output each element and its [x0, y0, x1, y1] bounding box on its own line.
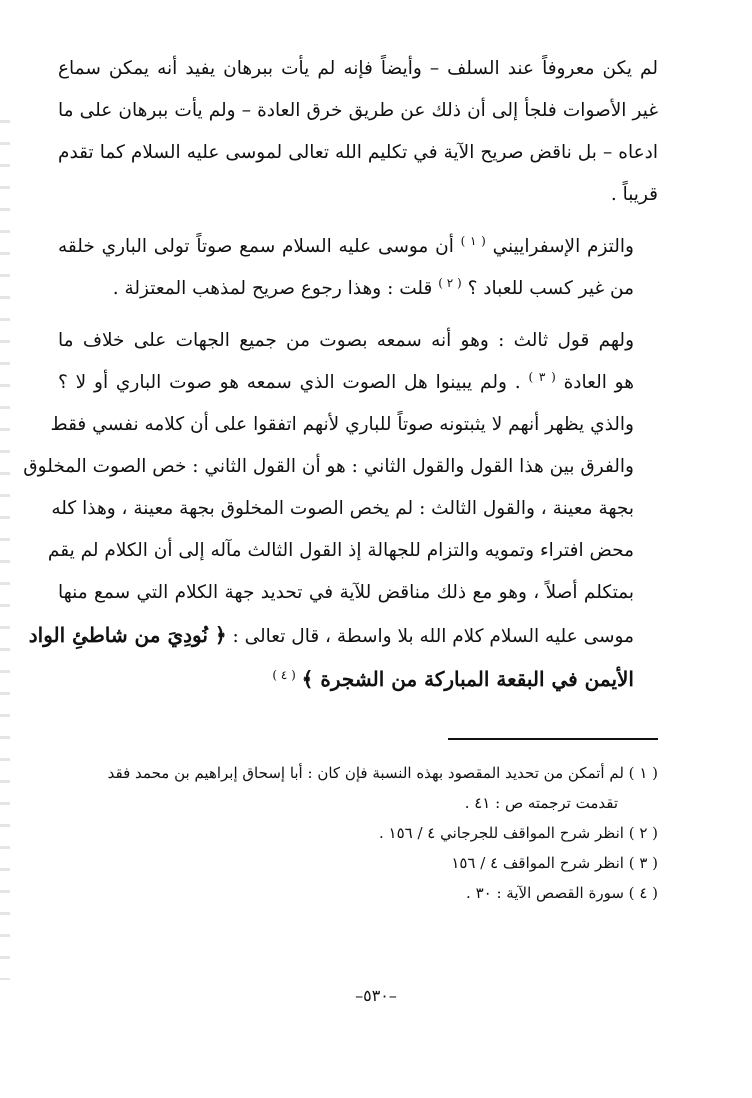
text-line [58, 362, 658, 404]
footnote-1-continuation: تقدمت ترجمته ص : ٤١ . [464, 794, 618, 812]
text-segment: هو العادة [555, 372, 634, 393]
scan-edge-shadow [0, 120, 10, 980]
footnote-3: ( ٣ ) انظر شرح المواقف ٤ / ١٥٦ [451, 854, 658, 872]
text-line: غير الأصوات فلجأ إلى أن ذلك عن طريق خرق العادة – ولم يأت ببرهان على ما [58, 100, 658, 121]
text-line: والذي يظهر أنهم لا يثبتونه صوتاً للباري لأنهم اتفقوا على أن كلامه نفسي فقط [50, 414, 634, 435]
footnote-separator [448, 738, 658, 740]
text-segment: . ولم يبينوا هل الصوت الذي سمعه هو صوت الباري أو لا ؟ [58, 372, 529, 393]
text-line: والفرق بين هذا القول والقول الثاني : هو أن القول الثاني : خص الصوت المخلوق [23, 456, 634, 477]
text-line [58, 268, 658, 310]
paragraph-2 [58, 226, 658, 310]
text-line: بمتكلم أصلاً ، وهو مع ذلك مناقض للآية في تحديد جهة الكلام التي سمع منها [58, 582, 634, 603]
text-line [58, 658, 658, 702]
footnote-ref-2: ( ٢ ) [438, 275, 462, 290]
page-number: –٥٣٠– [355, 986, 397, 1005]
quran-quote: ﴿ نُودِيَ من شاطئِ الواد [28, 623, 227, 647]
text-line: قريباً . [610, 184, 658, 205]
text-segment: قلت : وهذا رجوع صريح لمذهب المعتزلة . [112, 278, 439, 299]
main-text-body [23, 48, 658, 702]
text-line: لم يكن معروفاً عند السلف – وأيضاً فإنه لم يأت ببرهان يفيد أنه يمكن سماع [58, 58, 658, 79]
text-line [28, 614, 658, 658]
footnotes [70, 758, 658, 908]
paragraph-1 [58, 48, 658, 216]
footnote-ref-4: ( ٤ ) [272, 667, 296, 682]
text-segment: والتزم الإسفراييني [485, 236, 634, 257]
footnote-4: ( ٤ ) سورة القصص الآية : ٣٠ . [466, 884, 658, 902]
text-line: بجهة معينة ، والقول الثالث : لم يخص الصوت المخلوق بجهة معينة ، وهذا كله [51, 498, 634, 519]
footnote-2: ( ٢ ) انظر شرح المواقف للجرجاني ٤ / ١٥٦ . [378, 824, 658, 842]
text-segment: أن موسى عليه السلام سمع صوتاً تولى الباري خلقه [58, 236, 461, 257]
quran-quote: الأيمن في البقعة المباركة من الشجرة ﴾ [301, 667, 634, 691]
text-segment: من غير كسب للعباد ؟ [461, 278, 634, 299]
text-line: ولهم قول ثالث : وهو أنه سمعه بصوت من جميع الجهات على خلاف ما [58, 330, 634, 351]
footnote-1: ( ١ ) لم أتمكن من تحديد المقصود بهذه النسبة فإن كان : أبا إسحاق إبراهيم بن محمد فقد [107, 764, 658, 782]
footnote-ref-1: ( ١ ) [460, 233, 486, 248]
text-line [58, 226, 658, 268]
paragraph-3 [23, 320, 658, 702]
text-line: ادعاه – بل ناقض صريح الآية في تكليم الله تعالى لموسى عليه السلام كما تقدم [58, 142, 658, 163]
text-segment: موسى عليه السلام كلام الله بلا واسطة ، قال تعالى : [226, 626, 634, 647]
text-line: محض افتراء وتمويه والتزام للجهالة إذ القول الثالث مآله إلى أن الكلام لم يقم [47, 540, 634, 561]
footnote-ref-3: ( ٣ ) [528, 369, 556, 384]
